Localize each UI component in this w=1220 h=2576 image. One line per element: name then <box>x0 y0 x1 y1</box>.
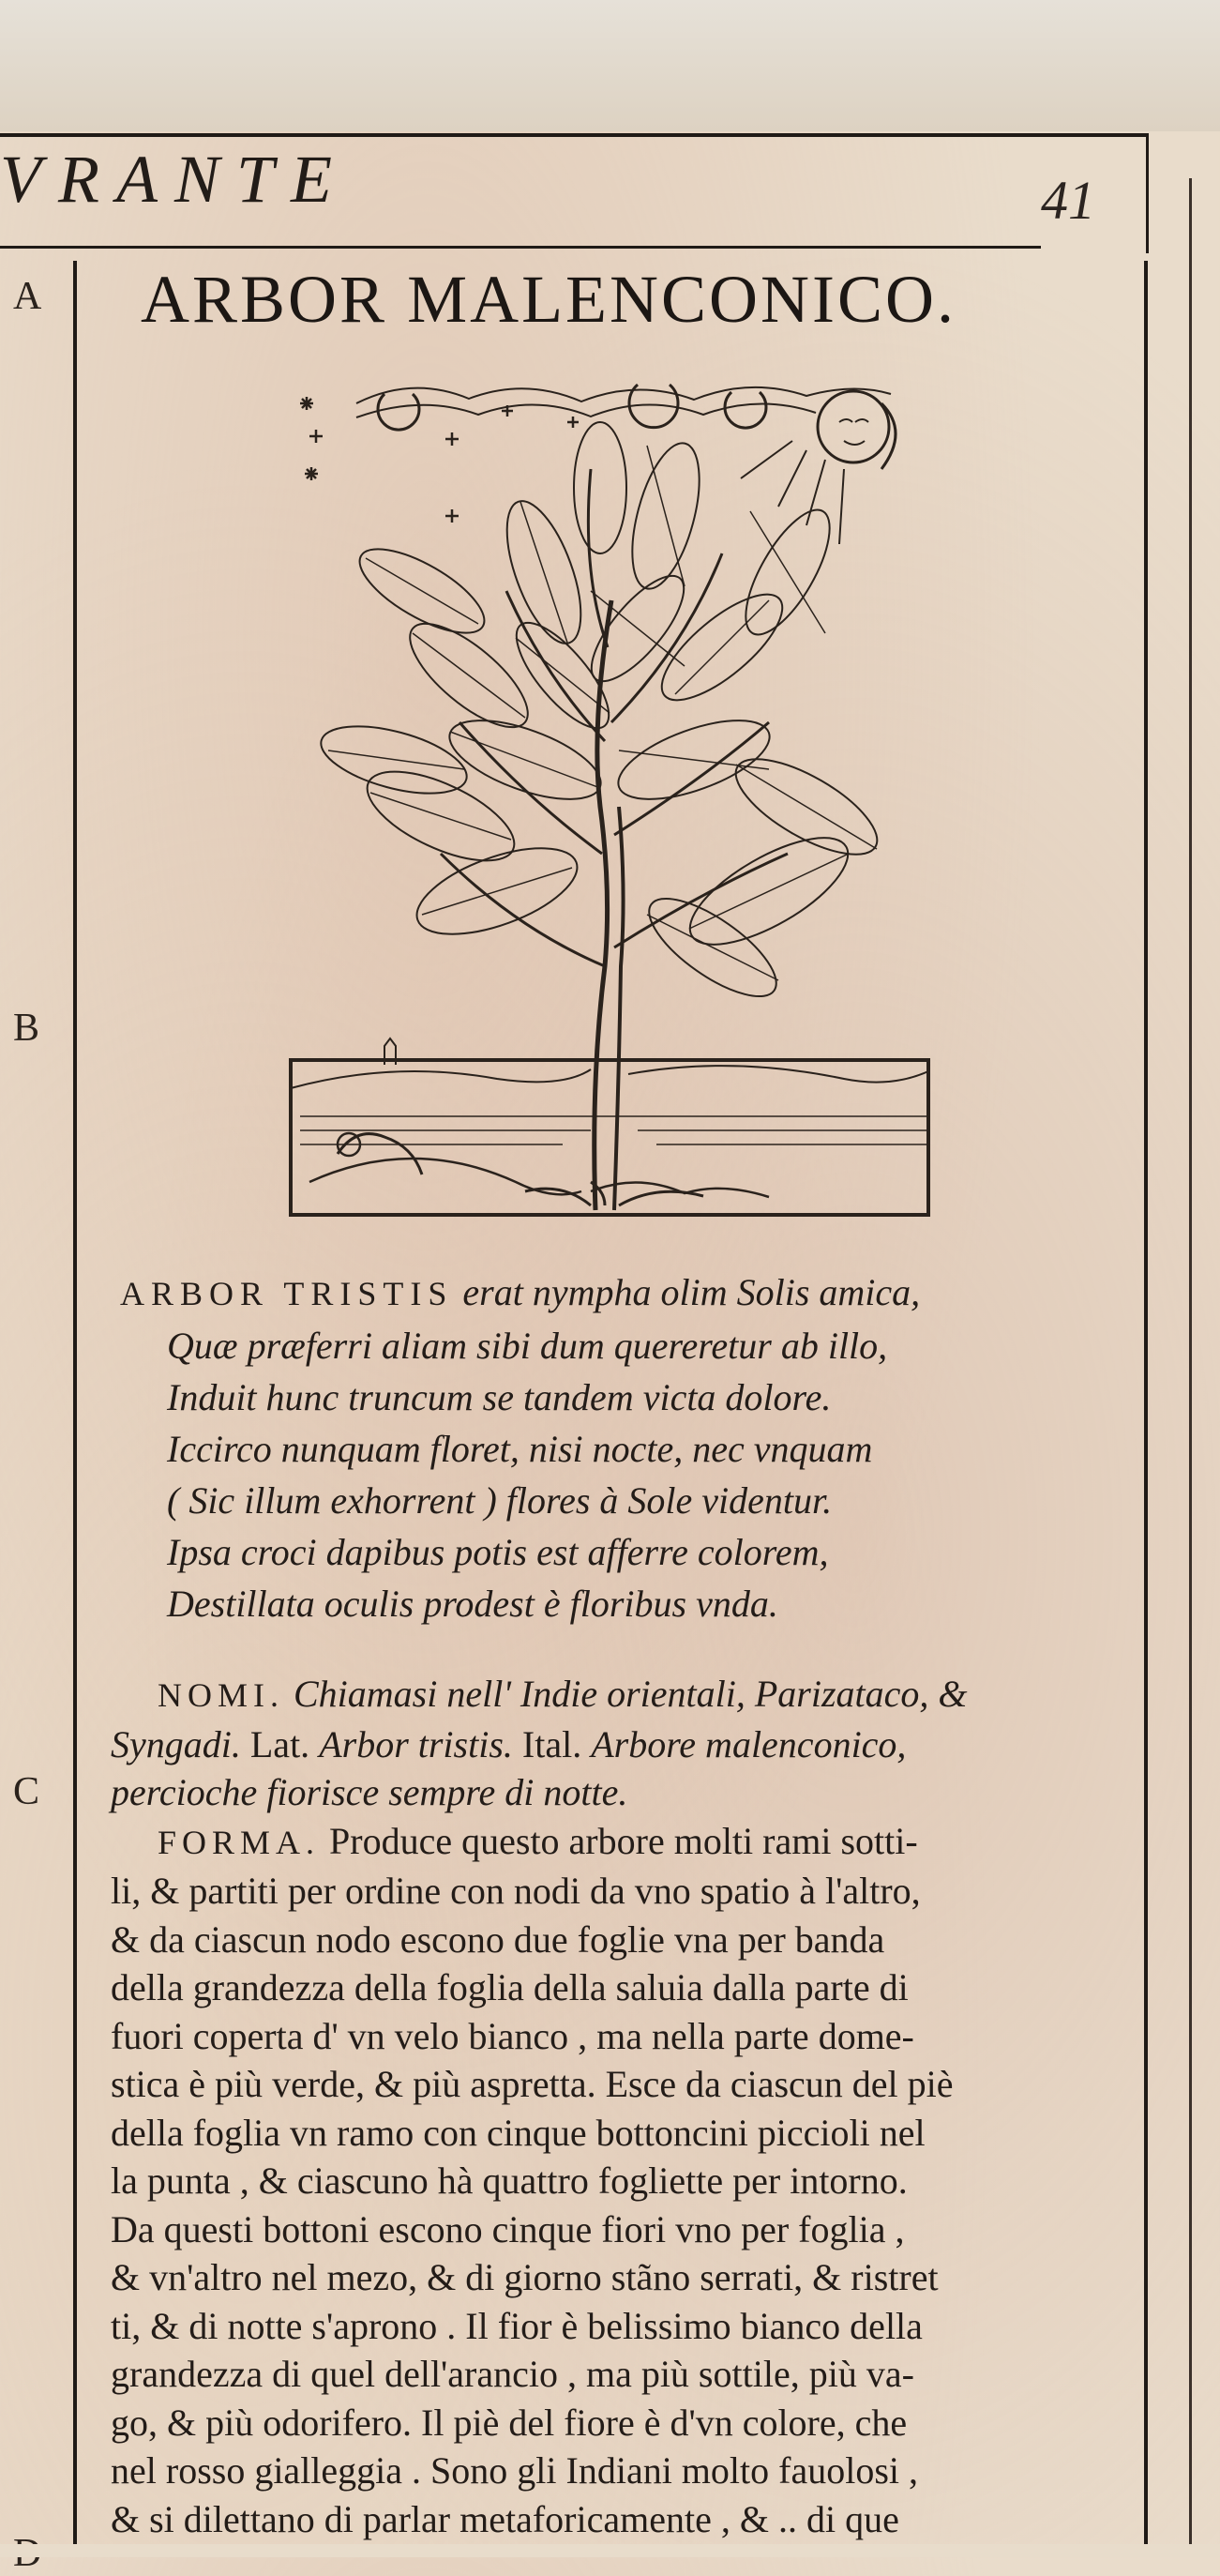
verse-line-1 <box>120 1266 1114 1320</box>
forma-line: della foglia vn ramo con cinque bottoncini piccioli nel <box>111 2111 926 2154</box>
nomi-name-syngadi: Syngadi. <box>111 1722 241 1765</box>
nomi-line-2 <box>111 1720 1123 1769</box>
outer-right-rule <box>1189 178 1192 2552</box>
forma-line: go, & più odorifero. Il piè del fiore è d'vn colore, che <box>111 2401 908 2444</box>
forma-line: ti, & di notte s'aprono . Il fior è belissimo bianco della <box>111 2304 923 2347</box>
verse-line-5: ( Sic illum exhorrent ) flores à Sole videntur. <box>167 1479 833 1522</box>
running-head: VRANTE <box>0 142 349 217</box>
body-text <box>111 1670 1123 2543</box>
forma-line: nel rosso gialleggia . Sono gli Indiani molto fauolosi , <box>111 2449 919 2492</box>
right-frame-rule <box>1144 261 1148 2550</box>
forma-line: & da ciascun nodo escono due foglie vna per banda <box>111 1917 885 1961</box>
forma-line-1-text: Produce questo arbore molti rami sotti- <box>320 1819 918 1862</box>
forma-line: stica è più verde, & più aspretta. Esce da ciascun del piè <box>111 2063 954 2105</box>
verse-line-7: Destillata oculis prodest è floribus vnda. <box>167 1583 778 1625</box>
verse-line-6: Ipsa croci dapibus potis est afferre colorem, <box>167 1531 829 1573</box>
nomi-line-3 <box>111 1768 1123 1817</box>
forma-line-1 <box>111 1817 1123 1868</box>
nomi-lat-label: Lat. <box>240 1722 320 1765</box>
woodcut-tree-icon <box>281 366 938 1220</box>
page-top-margin <box>0 0 1220 131</box>
forma-label: FORMA. <box>158 1823 321 1861</box>
verse-line-4: Iccirco nunquam floret, nisi nocte, nec vnquam <box>167 1428 873 1470</box>
forma-line: grandezza di quel dell'arancio , ma più sottile, più va- <box>111 2353 914 2395</box>
header-rule-right <box>1146 136 1149 253</box>
nomi-label: NOMI. <box>158 1676 284 1714</box>
forma-line: Da questi bottoni escono cinque fiori vno per foglia , <box>111 2207 905 2250</box>
verse-line-1-rest: erat nympha olim Solis amica, <box>453 1271 921 1313</box>
verse-lead-caps: ARBOR TRISTIS <box>120 1275 454 1312</box>
forma-line: fuori coperta d' vn velo bianco , ma nella parte dome- <box>111 2014 914 2057</box>
forma-line: la punta , & ciascuno hà quattro fogliette per intorno. <box>111 2159 908 2202</box>
page-number: 41 <box>1041 170 1095 231</box>
header-rule-top <box>0 133 1149 137</box>
left-frame-rule <box>73 261 77 2550</box>
forma-line: & si dilettano di parlar metaforicamente , & .. di que <box>111 2497 899 2540</box>
forma-line: della grandezza della foglia della saluia dalla parte di <box>111 1966 909 2008</box>
nomi-italian-name: Arbore malenconico, <box>591 1722 907 1765</box>
leaves <box>314 422 891 1013</box>
margin-letter-c: C <box>13 1770 40 1813</box>
margin-letter-a: A <box>13 275 42 318</box>
nomi-ital-label: Ital. <box>512 1722 592 1765</box>
forma-line: & vn'altro nel mezo, & di giorno stãno serrati, & ristret <box>111 2256 939 2298</box>
stars <box>300 397 579 523</box>
forma-line: li, & partiti per ordine con nodi da vno spatio à l'altro, <box>111 1870 921 1912</box>
nomi-line-1-text: Chiamasi nell' Indie orientali, Parizataco, & <box>284 1673 968 1715</box>
nomi-line-1 <box>111 1670 1123 1720</box>
nomi-latin-name: Arbor tristis. <box>319 1722 513 1765</box>
page-bottom-edge <box>0 2544 1220 2557</box>
verse-line-2: Quæ præferri aliam sibi dum quereretur ab illo, <box>167 1325 888 1367</box>
sky-band <box>356 385 891 430</box>
margin-letter-b: B <box>13 1007 40 1050</box>
verse-line-3: Induit hunc truncum se tandem victa dolore. <box>167 1376 832 1418</box>
nomi-line-3-text: percioche fiorisce sempre di notte. <box>111 1771 628 1813</box>
latin-verse <box>120 1266 1114 1629</box>
header-rule-bottom <box>0 246 1041 249</box>
page-title: ARBOR MALENCONICO. <box>141 262 957 337</box>
